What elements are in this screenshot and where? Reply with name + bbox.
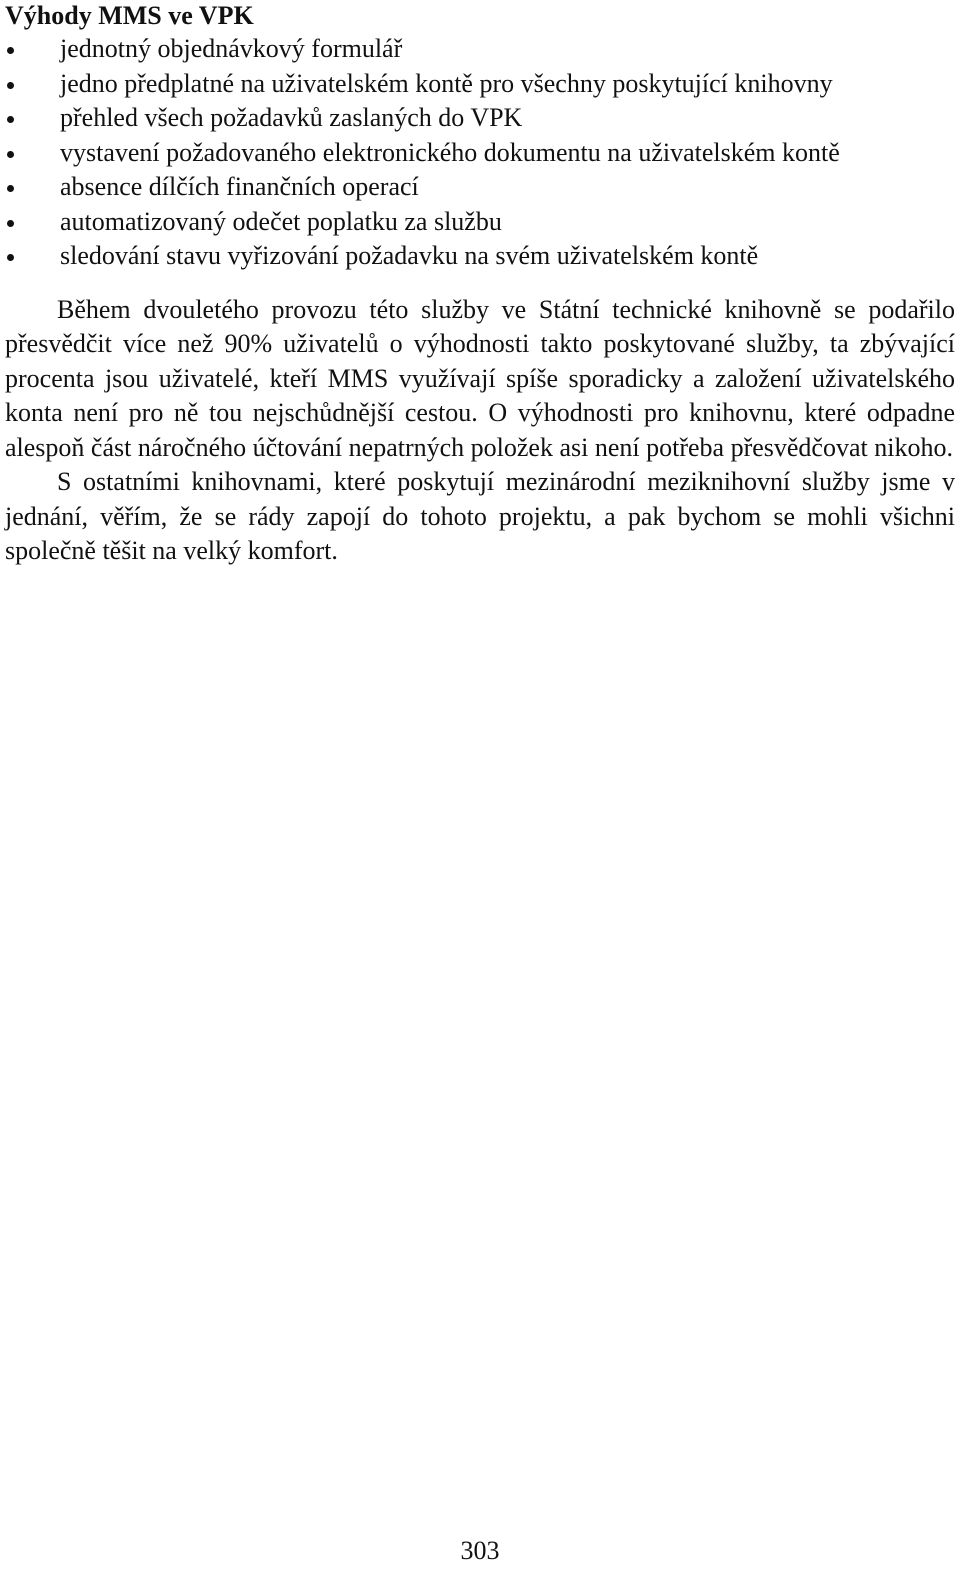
bullet-icon	[7, 151, 14, 158]
bullet-icon	[7, 47, 14, 54]
bullet-icon	[7, 220, 14, 227]
list-item-text: automatizovaný odečet poplatku za službu	[60, 206, 502, 236]
list-item	[5, 170, 955, 205]
list-item	[5, 32, 955, 67]
list-item-text: sledování stavu vyřizování požadavku na svém uživatelském kontě	[60, 241, 759, 270]
bullet-icon	[7, 254, 14, 261]
list-item	[5, 136, 955, 171]
bullet-icon	[7, 185, 14, 192]
body-paragraph: Během dvouletého provozu této služby ve Státní technické knihovně se podařilo přesvědčit více než 90% uživatelů o výhodnosti takto poskytované služby, ta zbývající procenta jsou uživatelé, kteří MMS využívají spíše sporadicky a založení uživatelského konta není pro ně tou nejschůdnější cestou. O výhodnosti pro knihovnu, které odpadne alespoň část náročného účtování nepatrných položek asi není potřeba přesvědčovat nikoho.	[5, 294, 955, 462]
list-item	[5, 67, 955, 102]
list-item	[5, 239, 955, 274]
list-item-text: absence dílčích finančních operací	[60, 172, 419, 201]
list-item-text: jedno předplatné na uživatelském kontě pro všechny poskytující knihovny	[60, 68, 833, 98]
body-paragraph: S ostatními knihovnami, které poskytují mezinárodní meziknihovní služby jsme v jednání, věřím, že se rády zapojí do tohoto projektu, a pak bychom se mohli všichni společně těšit na velký komfort.	[5, 467, 955, 565]
document-page	[5, 0, 955, 569]
bullet-icon	[7, 116, 14, 123]
benefits-list	[5, 32, 955, 274]
list-item-text: jednotný objednávkový formulář	[60, 34, 403, 63]
page-number: 303	[460, 1536, 500, 1565]
bullet-icon	[7, 82, 14, 89]
list-item-text: vystavení požadovaného elektronického dokumentu na uživatelském kontě	[60, 137, 840, 167]
section-heading: Výhody MMS ve VPK	[5, 1, 254, 30]
list-item-text: přehled všech požadavků zaslaných do VPK	[60, 103, 523, 132]
list-item	[5, 101, 955, 136]
list-item	[5, 205, 955, 240]
